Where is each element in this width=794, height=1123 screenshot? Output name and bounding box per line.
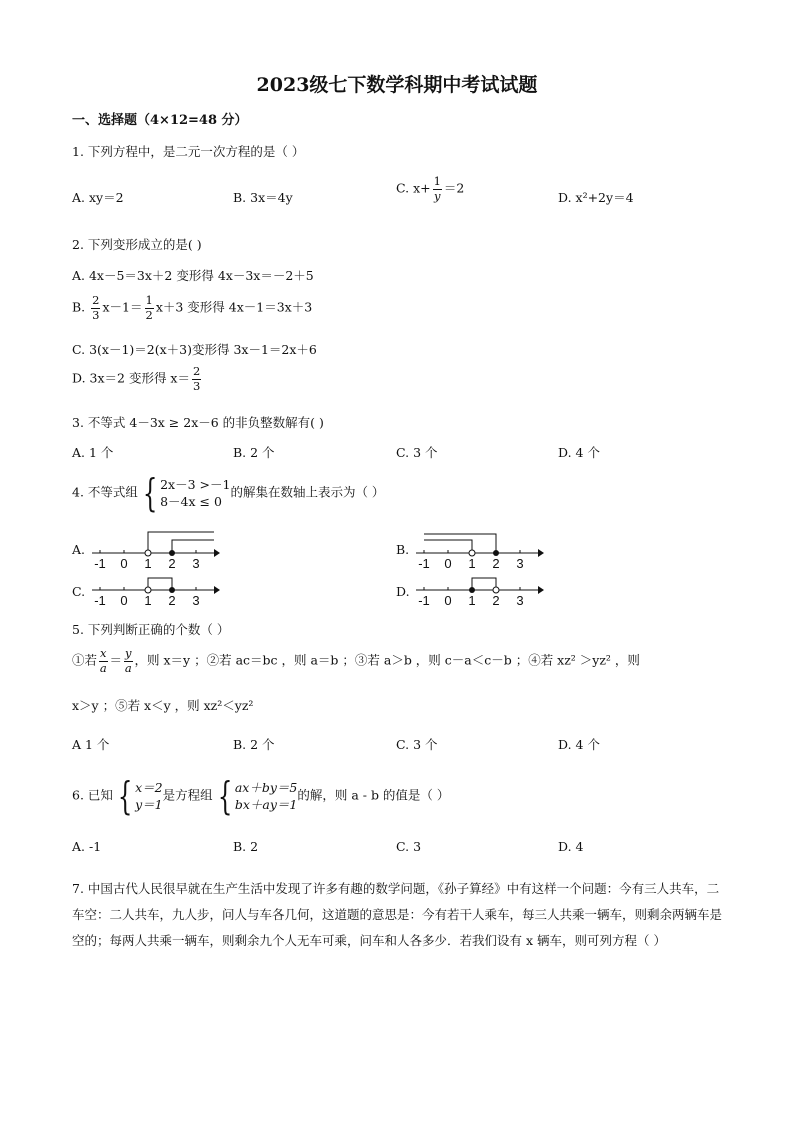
q2-b-prefix: B. (72, 299, 86, 315)
q6-option-b[interactable]: B. 2 (233, 839, 259, 854)
q4-brace: { (142, 471, 158, 515)
q5-s1-suffix: ，则 x＝y ；②若 ac＝bc ，则 a＝b ；③若 a＞b ，则 c－a＜c－b ；④若 xz² ＞yz² ，则 (134, 652, 640, 668)
q6-system (235, 779, 298, 813)
question-3-stem: 3. 不等式 4－3x ≥ 2x－6 的非负整数解有( ) (72, 415, 324, 430)
q5-f2-den: a (124, 660, 132, 675)
q5-f1-num: x (100, 646, 107, 660)
q5-equals: ＝ (109, 652, 123, 668)
q1-c-prefix: C. x+ (396, 180, 431, 196)
q1-c-denominator: y (434, 188, 441, 203)
page-title: 2023级七下数学科期中考试试题 (256, 74, 538, 96)
question-6-stem (72, 774, 450, 818)
q2-b-fraction-1 (91, 295, 100, 321)
q6-sol-y: y＝1 (135, 797, 163, 812)
q2-b-suffix: x＋3 变形得 4x－1＝3x＋3 (155, 299, 313, 315)
q6-eq-2: bx＋ay＝1 (234, 797, 298, 812)
q5-statements-line-2: x＞y ；⑤若 x＜y ，则 xz²＜yz² (72, 698, 254, 713)
tick-label: 3 (516, 556, 524, 571)
tick-label: 1 (144, 556, 152, 571)
tick-label: -1 (94, 593, 106, 608)
q6-prefix: 6. 已知 (72, 787, 113, 803)
q6-brace-2: { (217, 774, 232, 818)
q6-option-d[interactable]: D. 4 (558, 839, 584, 854)
q4-numberline-c[interactable] (90, 570, 220, 612)
q4-prefix: 4. 不等式组 (72, 484, 138, 500)
section-heading: 一、选择题（4×12=48 分） (72, 113, 248, 128)
q4-suffix: 的解集在数轴上表示为（ ） (230, 484, 385, 500)
q1-option-a[interactable]: A. xy＝2 (72, 190, 124, 205)
q2-option-a[interactable]: A. 4x－5＝3x＋2 变形得 4x－3x＝－2＋5 (72, 268, 314, 283)
q2-option-b[interactable] (72, 295, 312, 321)
tick-label: 3 (192, 556, 200, 571)
q2-b-f2-num: 1 (145, 293, 153, 307)
q1-c-fraction (433, 176, 442, 202)
tick-label: -1 (418, 593, 430, 608)
q6-suffix: 的解，则 a - b 的值是（ ） (297, 787, 450, 803)
tick-label: -1 (418, 556, 430, 571)
q5-option-b[interactable]: B. 2 个 (233, 737, 275, 752)
q6-brace-1: { (117, 774, 133, 818)
q6-option-c[interactable]: C. 3 (396, 839, 422, 854)
q2-b-f1-num: 2 (92, 293, 100, 307)
q3-option-d[interactable]: D. 4 个 (558, 445, 600, 460)
q1-option-d[interactable]: D. x²+2y＝4 (558, 190, 634, 205)
tick-label: 3 (516, 593, 524, 608)
q4-system (160, 476, 230, 510)
q4-label-a[interactable]: A. (72, 542, 86, 557)
q1-option-c[interactable] (396, 176, 464, 202)
tick-label: 0 (444, 556, 452, 571)
tick-label: 1 (144, 593, 152, 608)
q5-option-a[interactable]: A 1 个 (72, 737, 110, 752)
q3-option-a[interactable]: A. 1 个 (72, 445, 114, 460)
tick-label: 2 (168, 556, 176, 571)
q6-eq-1: ax＋by＝5 (234, 780, 298, 795)
q6-sol-x: x＝2 (135, 780, 163, 795)
q5-fraction-1 (99, 648, 108, 674)
q2-d-den: 3 (192, 378, 201, 393)
q4-label-d[interactable]: D. (396, 584, 410, 599)
q2-option-c[interactable]: C. 3(x－1)＝2(x＋3)变形得 3x－1＝2x＋6 (72, 342, 317, 357)
tick-label: 2 (492, 593, 500, 608)
q5-option-d[interactable]: D. 4 个 (558, 737, 600, 752)
tick-label: 3 (192, 593, 200, 608)
q5-fraction-2 (124, 648, 133, 674)
q6-mid: 是方程组 (162, 787, 213, 803)
question-4-stem (72, 471, 385, 515)
q1-c-numerator: 1 (433, 174, 441, 188)
question-5-stem: 5. 下列判断正确的个数（ ） (72, 622, 230, 637)
q2-d-num: 2 (192, 364, 201, 378)
tick-label: 0 (444, 593, 452, 608)
q5-f2-num: y (125, 646, 132, 660)
q1-option-b[interactable]: B. 3x＝4y (233, 190, 293, 205)
q2-b-mid: x－1＝ (102, 299, 143, 315)
q3-option-b[interactable]: B. 2 个 (233, 445, 275, 460)
q4-ineq-2: 8－4x ≤ 0 (160, 494, 222, 509)
tick-label: 1 (468, 556, 476, 571)
q4-ineq-1: 2x－3 >－1 (160, 477, 231, 492)
q5-option-c[interactable]: C. 3 个 (396, 737, 438, 752)
q5-s1-prefix: ①若 (72, 652, 98, 668)
question-7-text: 7. 中国古代人民很早就在生产生活中发现了许多有趣的数学问题，《孙子算经》中有这样一个问题：今有三人共车，二车空：二人共车，九人步，问人与车各几何，这道题的意思是：今有若干人乘车，每三人共乘一辆车，则剩余两辆车是空的；每两人共乘一辆车，则剩余九个人无车可乘，问车和人各多少．若我们设有 x 辆车，则可列方程（ ） (72, 881, 723, 948)
q2-b-f2-den: 2 (145, 307, 153, 322)
q5-f1-den: a (99, 660, 107, 675)
q2-d-fraction (192, 366, 201, 392)
q4-label-b[interactable]: B. (396, 542, 410, 557)
q2-d-prefix: D. 3x＝2 变形得 x＝ (72, 370, 190, 386)
q2-option-d[interactable] (72, 366, 203, 392)
question-2-stem: 2. 下列变形成立的是( ) (72, 237, 202, 252)
tick-label: 1 (468, 593, 476, 608)
tick-label: 2 (168, 593, 176, 608)
tick-label: 0 (120, 593, 128, 608)
q5-statements-line-1 (72, 648, 640, 674)
q4-label-c[interactable]: C. (72, 584, 86, 599)
tick-label: -1 (94, 556, 106, 571)
q6-solution (135, 779, 163, 813)
q1-c-suffix: ＝2 (443, 180, 465, 196)
tick-label: 0 (120, 556, 128, 571)
q3-option-c[interactable]: C. 3 个 (396, 445, 438, 460)
q6-option-a[interactable]: A. -1 (72, 839, 102, 854)
q2-b-f1-den: 3 (92, 307, 100, 322)
q2-b-fraction-2 (145, 295, 154, 321)
q4-numberline-d[interactable] (414, 570, 544, 612)
question-1-stem: 1. 下列方程中，是二元一次方程的是（ ） (72, 144, 305, 159)
tick-label: 2 (492, 556, 500, 571)
